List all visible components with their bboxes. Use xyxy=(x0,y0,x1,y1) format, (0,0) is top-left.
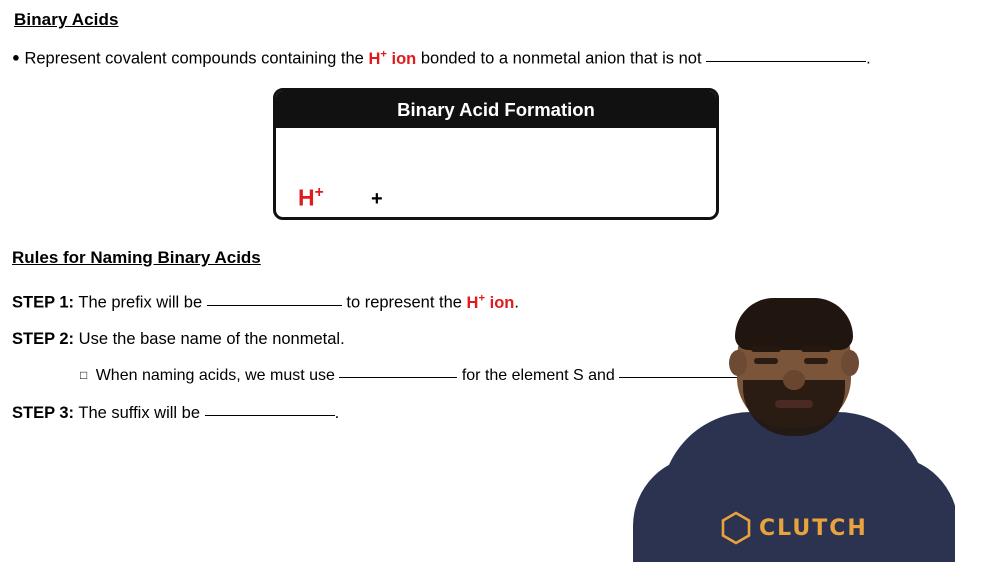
intro-bullet-line xyxy=(12,48,871,69)
intro-text-before: Represent covalent compounds containing the xyxy=(24,49,364,68)
bullet-icon: ● xyxy=(12,49,20,65)
presenter-video xyxy=(633,288,955,562)
ion-symbol: H xyxy=(368,49,381,68)
step-3-line xyxy=(12,404,339,423)
step-1-ion-word: ion xyxy=(489,293,515,312)
clutch-logo-text: CLUTCH xyxy=(759,515,868,541)
step-1-label: STEP 1: xyxy=(12,293,75,312)
presenter-brow-left xyxy=(751,346,781,352)
step-3-period: . xyxy=(334,404,340,422)
step-1-blank xyxy=(207,305,342,306)
step-1-h-plus-ion xyxy=(467,294,515,312)
reactant-symbol: H xyxy=(298,184,315,211)
step-3-blank xyxy=(205,415,335,416)
step-1-ion-charge: + xyxy=(478,292,486,304)
formation-box-header: Binary Acid Formation xyxy=(276,91,716,128)
step-2-label: STEP 2: xyxy=(12,330,75,348)
rules-heading: Rules for Naming Binary Acids xyxy=(12,248,261,267)
presenter-ear-right xyxy=(841,350,859,376)
binary-acid-formation-box xyxy=(273,88,719,220)
substep-text-before: When naming acids, we must use xyxy=(95,367,335,384)
ion-charge: + xyxy=(380,48,387,60)
square-bullet-icon: □ xyxy=(80,368,88,382)
reactant-charge: + xyxy=(314,184,324,201)
step-3-text-before: The suffix will be xyxy=(78,404,201,422)
substep-text-mid: for the element S and xyxy=(461,367,615,384)
step-1-ion-symbol: H xyxy=(466,293,479,312)
step-1-text-before: The prefix will be xyxy=(78,293,203,312)
hexagon-icon xyxy=(721,511,751,545)
ion-word: ion xyxy=(391,49,417,68)
step-3-label: STEP 3: xyxy=(12,404,75,422)
step-1-text-mid: to represent the xyxy=(346,293,462,312)
right-arrow-icon xyxy=(491,216,596,220)
presenter-brow-right xyxy=(801,346,831,352)
step-1-period: . xyxy=(514,293,519,312)
clutch-logo xyxy=(721,510,881,546)
page-title: Binary Acids xyxy=(14,10,119,29)
presenter-eye-right xyxy=(804,358,828,364)
intro-period: . xyxy=(866,49,871,68)
intro-text-after: bonded to a nonmetal anion that is not xyxy=(420,49,702,68)
presenter-mouth xyxy=(775,400,813,408)
presenter-ear-left xyxy=(729,350,747,376)
step-2-text: Use the base name of the nonmetal. xyxy=(78,330,345,348)
intro-blank xyxy=(706,61,866,62)
reactant-h-plus xyxy=(298,184,324,212)
presenter-nose xyxy=(783,370,805,390)
presenter-hair xyxy=(735,298,853,350)
plus-sign: + xyxy=(371,188,383,210)
step-1-line xyxy=(12,292,519,313)
formation-box-body xyxy=(276,128,716,217)
presenter-eye-left xyxy=(754,358,778,364)
step-2-line xyxy=(12,330,345,349)
arrow-head xyxy=(579,217,593,221)
h-plus-ion-inline xyxy=(368,50,416,68)
substep-blank-sulfur xyxy=(339,377,457,378)
